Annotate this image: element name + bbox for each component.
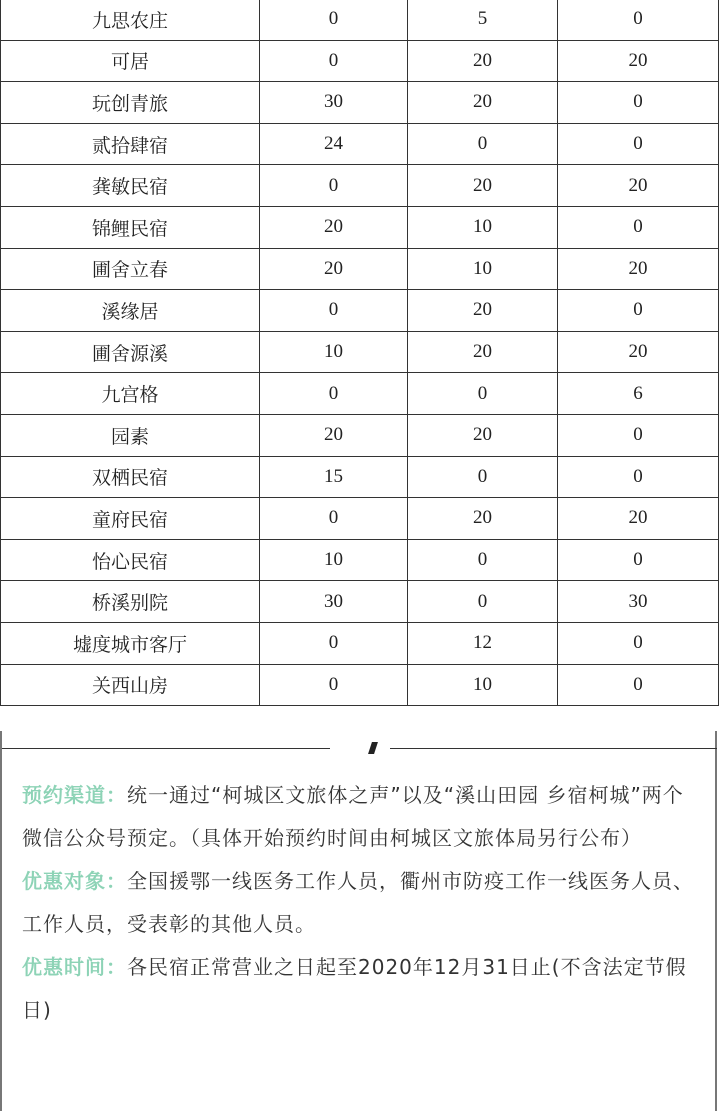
quota-cell: 5 (408, 0, 558, 40)
table-row (1, 622, 719, 664)
quota-cell: 0 (558, 206, 719, 248)
quota-cell: 0 (408, 539, 558, 581)
quota-cell: 20 (408, 498, 558, 540)
quota-cell: 0 (558, 0, 719, 40)
homestay-name-cell: 九思农庄 (1, 0, 260, 40)
target-note (22, 860, 702, 946)
quota-cell: 0 (260, 664, 408, 706)
quota-cell: 0 (408, 373, 558, 415)
homestay-name-cell: 怡心民宿 (1, 539, 260, 581)
table-row (1, 165, 719, 207)
quota-cell: 0 (558, 539, 719, 581)
quota-cell: 0 (558, 290, 719, 332)
divider-right (390, 748, 717, 749)
homestay-name-cell: 玩创青旅 (1, 82, 260, 124)
homestay-name-cell: 圃舍源溪 (1, 331, 260, 373)
quota-cell: 20 (260, 248, 408, 290)
time-note (22, 946, 702, 1032)
homestay-name-cell: 关西山房 (1, 664, 260, 706)
quota-cell: 0 (558, 82, 719, 124)
quota-cell: 0 (408, 123, 558, 165)
table-row (1, 539, 719, 581)
target-text: 全国援鄂一线医务工作人员，衢州市防疫工作一线医务人员、工作人员，受表彰的其他人员。 (22, 869, 694, 936)
quota-cell: 0 (260, 0, 408, 40)
quota-cell: 30 (260, 581, 408, 623)
booking-note (22, 774, 702, 860)
table-row (1, 290, 719, 332)
quota-cell: 0 (558, 414, 719, 456)
quota-cell: 0 (260, 40, 408, 82)
quota-cell: 10 (260, 331, 408, 373)
quota-cell: 0 (260, 373, 408, 415)
quota-cell: 0 (408, 581, 558, 623)
quota-cell: 10 (260, 539, 408, 581)
table-row (1, 331, 719, 373)
target-label: 优惠对象： (22, 869, 127, 893)
homestay-name-cell: 圃舍立春 (1, 248, 260, 290)
time-text: 各民宿正常营业之日起至2020年12月31日止(不含法定节假日) (22, 955, 687, 1022)
table-row (1, 40, 719, 82)
quota-cell: 20 (408, 290, 558, 332)
quota-cell: 20 (558, 498, 719, 540)
quota-cell: 20 (558, 165, 719, 207)
homestay-name-cell: 童府民宿 (1, 498, 260, 540)
homestay-name-cell: 贰拾肆宿 (1, 123, 260, 165)
quota-cell: 20 (558, 331, 719, 373)
table-row (1, 206, 719, 248)
table-row (1, 581, 719, 623)
table-row (1, 123, 719, 165)
quota-cell: 20 (260, 206, 408, 248)
homestay-name-cell: 九宫格 (1, 373, 260, 415)
homestay-name-cell: 龚敏民宿 (1, 165, 260, 207)
booking-label: 预约渠道： (22, 783, 127, 807)
quota-cell: 20 (408, 82, 558, 124)
quota-cell: 0 (260, 498, 408, 540)
quota-cell: 0 (558, 456, 719, 498)
table-row (1, 248, 719, 290)
quota-cell: 20 (408, 165, 558, 207)
quota-cell: 10 (408, 664, 558, 706)
homestay-name-cell: 双栖民宿 (1, 456, 260, 498)
quota-cell: 15 (260, 456, 408, 498)
table-body (1, 0, 719, 706)
homestay-name-cell: 墟度城市客厅 (1, 622, 260, 664)
quota-cell: 30 (558, 581, 719, 623)
quota-cell: 20 (408, 331, 558, 373)
homestay-name-cell: 园素 (1, 414, 260, 456)
quota-cell: 6 (558, 373, 719, 415)
quota-cell: 20 (558, 248, 719, 290)
time-label: 优惠时间： (22, 955, 127, 979)
table-row (1, 498, 719, 540)
quota-cell: 0 (260, 165, 408, 207)
quota-cell: 30 (260, 82, 408, 124)
quota-cell: 0 (558, 123, 719, 165)
quota-cell: 10 (408, 206, 558, 248)
booking-text: 统一通过“柯城区文旅体之声”以及“溪山田园 乡宿柯城”两个微信公众号预定。（具体开始预约时间由柯城区文旅体局另行公布） (22, 783, 684, 850)
table-row (1, 373, 719, 415)
quota-cell: 0 (260, 290, 408, 332)
homestay-name-cell: 锦鲤民宿 (1, 206, 260, 248)
quota-cell: 20 (408, 40, 558, 82)
quota-cell: 0 (260, 622, 408, 664)
divider-left (2, 748, 330, 749)
quota-cell: 24 (260, 123, 408, 165)
quota-cell: 20 (408, 414, 558, 456)
homestay-name-cell: 溪缘居 (1, 290, 260, 332)
table-row (1, 414, 719, 456)
table-row (1, 0, 719, 40)
table-row (1, 456, 719, 498)
quota-cell: 10 (408, 248, 558, 290)
quota-cell: 0 (558, 664, 719, 706)
quota-cell: 0 (408, 456, 558, 498)
notes (22, 774, 702, 1032)
quota-cell: 12 (408, 622, 558, 664)
table-row (1, 82, 719, 124)
quota-cell: 20 (558, 40, 719, 82)
homestay-name-cell: 桥溪别院 (1, 581, 260, 623)
table-row (1, 664, 719, 706)
homestay-name-cell: 可居 (1, 40, 260, 82)
quota-cell: 20 (260, 414, 408, 456)
quota-cell: 0 (558, 622, 719, 664)
